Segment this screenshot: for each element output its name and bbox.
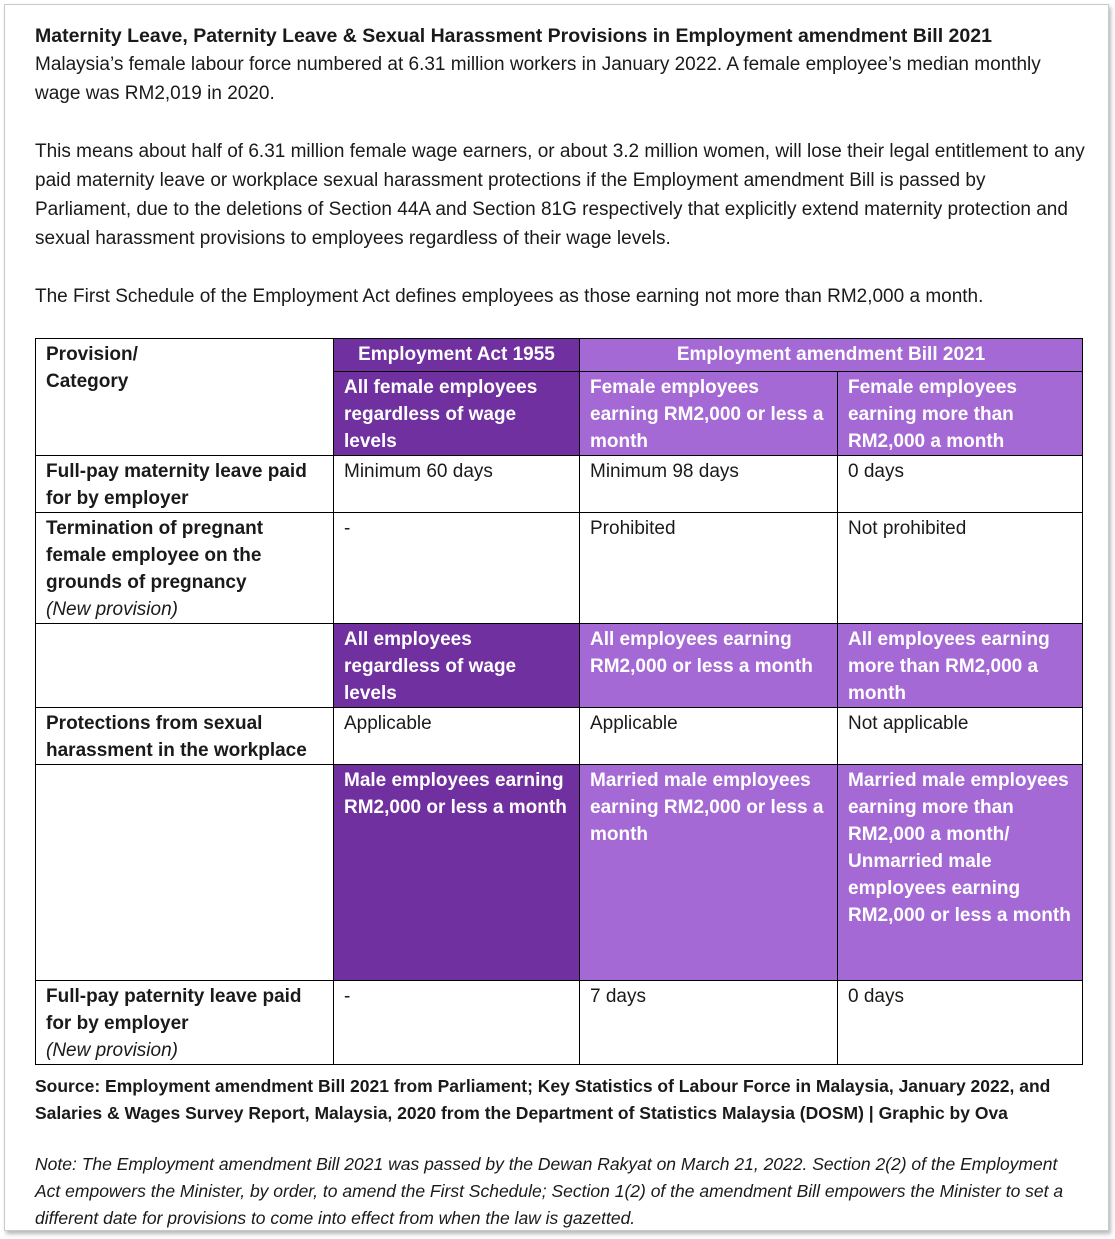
row-label-termination	[36, 513, 334, 624]
row-label-harassment: Protections from sexual harassment in the workplace	[36, 708, 334, 765]
cell-maternity-act: Minimum 60 days	[334, 456, 580, 513]
cell-harassment-bill-high: Not applicable	[838, 708, 1083, 765]
cell-termination-bill-low: Prohibited	[580, 513, 838, 624]
intro	[35, 23, 1085, 311]
comparison-table	[35, 338, 1083, 1065]
new-provision-note: (New provision)	[46, 599, 178, 620]
cell-maternity-bill-high: 0 days	[838, 456, 1083, 513]
cell-harassment-bill-low: Applicable	[580, 708, 838, 765]
cell-paternity-act: -	[334, 981, 580, 1065]
group-paternity-col3	[838, 765, 1083, 981]
group-maternity-col2: Female employees earning RM2,000 or less a month	[580, 372, 838, 456]
group-paternity-col3-married: Married male employees earning more than RM2,000 a month/	[848, 770, 1069, 845]
cell-harassment-act: Applicable	[334, 708, 580, 765]
paragraph-labour-force: Malaysia’s female labour force numbered at 6.31 million workers in January 2022. A female employee’s median monthly wage was RM2,019 in 2020.	[35, 54, 1041, 104]
document-page	[4, 4, 1109, 1231]
cell-termination-act: -	[334, 513, 580, 624]
row-label-maternity-leave: Full-pay maternity leave paid for by employer	[36, 456, 334, 513]
header-employment-bill-2021: Employment amendment Bill 2021	[580, 339, 1083, 372]
paragraph-impact: This means about half of 6.31 million female wage earners, or about 3.2 million women, will lose their legal entitlement to any paid maternity leave or workplace sexual harassment protections if the Employment amendment Bill is passed by Parliament, due to the deletions of Section 44A and Section 81G respectively that explicitly extend maternity protection and sexual harassment provisions to employees regardless of their wage levels.	[35, 141, 1085, 249]
group-harassment-empty	[36, 624, 334, 708]
cell-termination-bill-high: Not prohibited	[838, 513, 1083, 624]
group-harassment-col2: All employees earning RM2,000 or less a month	[580, 624, 838, 708]
row-label-termination-text: Termination of pregnant female employee on the grounds of pregnancy	[46, 518, 264, 593]
new-provision-note: (New provision)	[46, 1040, 178, 1061]
group-paternity-col1: Male employees earning RM2,000 or less a month	[334, 765, 580, 981]
table-row	[36, 981, 1083, 1065]
group-paternity-col2: Married male employees earning RM2,000 or less a month	[580, 765, 838, 981]
group-maternity-col1: All female employees regardless of wage levels	[334, 372, 580, 456]
group-row-paternity	[36, 765, 1083, 981]
table-row	[36, 456, 1083, 513]
cell-maternity-bill-low: Minimum 98 days	[580, 456, 838, 513]
group-paternity-empty	[36, 765, 334, 981]
source-citation: Source: Employment amendment Bill 2021 from Parliament; Key Statistics of Labour Force in Malaysia, January 2022, and Salaries & Wages Survey Report, Malaysia, 2020 from the Department of Statistics Malaysia (DOSM) | Graphic by Ova	[35, 1076, 1051, 1123]
table-row	[36, 708, 1083, 765]
document-title: Maternity Leave, Paternity Leave & Sexual Harassment Provisions in Employment amendment Bill 2021	[35, 25, 992, 47]
group-row-harassment	[36, 624, 1083, 708]
row-label-paternity-text: Full-pay paternity leave paid for by employer	[46, 986, 302, 1034]
group-harassment-col1: All employees regardless of wage levels	[334, 624, 580, 708]
group-harassment-col3: All employees earning more than RM2,000 a month	[838, 624, 1083, 708]
paragraph-first-schedule: The First Schedule of the Employment Act defines employees as those earning not more than RM2,000 a month.	[35, 286, 984, 307]
header-category: Provision/ Category	[36, 339, 334, 456]
group-maternity-col3: Female employees earning more than RM2,000 a month	[838, 372, 1083, 456]
footnote: Note: The Employment amendment Bill 2021 was passed by the Dewan Rakyat on March 21, 2022. Section 2(2) of the Employment Act empowers the Minister, by order, to amend the First Schedule; Section 1(2) of the amendment Bill empowers the Minister to set a different date for provisions to come into effect from when the law is gazetted.	[35, 1154, 1064, 1228]
table-header-row	[36, 339, 1083, 372]
cell-paternity-bill-high: 0 days	[838, 981, 1083, 1065]
header-employment-act-1955: Employment Act 1955	[334, 339, 580, 372]
row-label-paternity	[36, 981, 334, 1065]
cell-paternity-bill-low: 7 days	[580, 981, 838, 1065]
table-row	[36, 513, 1083, 624]
group-paternity-col3-unmarried: Unmarried male employees earning RM2,000 or less a month	[848, 851, 1071, 926]
